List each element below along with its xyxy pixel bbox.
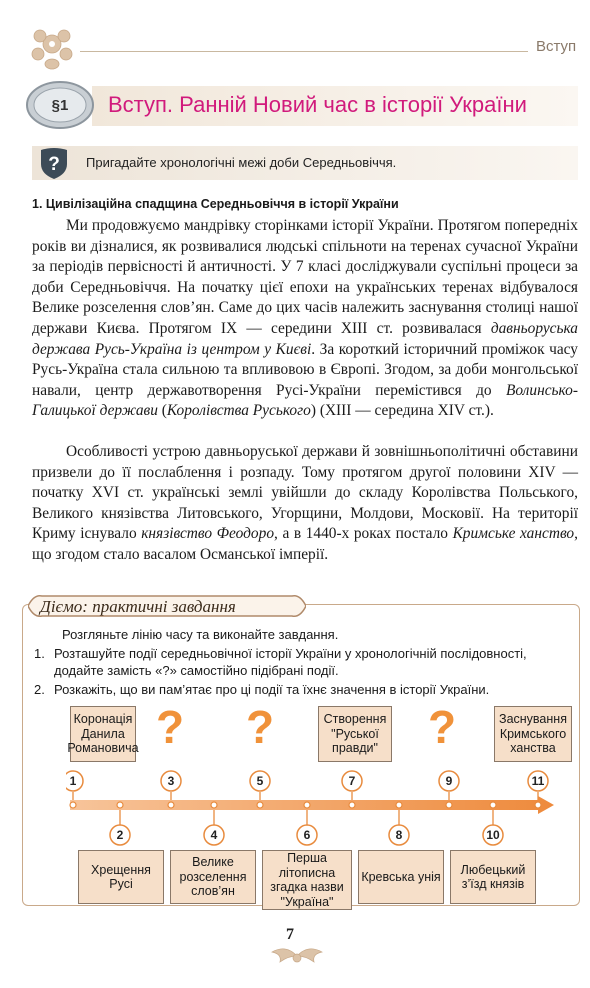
event-box-top-6: Заснування Кримського ханства xyxy=(494,706,572,762)
event-box-bottom-2: Хрещення Русі xyxy=(78,850,164,904)
timeline-number-2: 2 xyxy=(116,828,124,842)
timeline-number-11: 11 xyxy=(531,774,545,788)
unknown-event-1: ? xyxy=(156,701,185,753)
timeline-number-10: 10 xyxy=(486,828,500,842)
chapter-label: Вступ xyxy=(536,38,577,55)
floral-ornament-icon xyxy=(24,22,80,74)
task-2: 2. Розкажіть, що ви пам’ятає про ці події та їхнє значення в історії України. xyxy=(34,682,490,697)
timeline-number-6: 6 xyxy=(303,828,311,842)
header-divider xyxy=(80,51,528,52)
footer-ornament-icon xyxy=(262,942,332,970)
question-shield-icon xyxy=(38,146,70,180)
event-box-bottom-10: Любецький з’їзд князів xyxy=(450,850,536,904)
section-number: §1 xyxy=(51,96,69,114)
subsection-heading: 1. Цивілізаційна спадщина Середньовіччя в історії України xyxy=(32,197,399,211)
unknown-event-2: ? xyxy=(246,701,275,753)
timeline xyxy=(66,770,556,860)
svg-text:?: ? xyxy=(48,154,60,175)
section-badge xyxy=(24,80,96,130)
paragraph-2: Особливості устрою давньоруської держави й зовнішньополітичні обставини призвели до її послаблення і розпаду. Тому протягом другої половини XIV — початку XVI ст. українські землі увійшли до складу Королівства Польського, Великого князівства Литовського, Угорщини, Молдови, Московії. На території Криму існувало князівство Феодоро, а в 1440-х роках постало Кримське ханство, що згодом стало васалом Османської імперії. xyxy=(32,443,578,563)
timeline-arrow xyxy=(70,796,554,814)
question-text: Пригадайте хронологічні межі доби Середньовіччя. xyxy=(86,155,397,170)
event-box-top-1: Коронація Данила Романовича xyxy=(70,706,136,762)
event-box-bottom-4: Велике розселення слов’ян xyxy=(170,850,256,904)
timeline-number-9: 9 xyxy=(445,774,453,788)
activity-lead: Розгляньте лінію часу та виконайте завдання. xyxy=(62,627,339,642)
section-title: Вступ. Ранній Новий час в історії України xyxy=(108,92,527,117)
unknown-event-3: ? xyxy=(428,701,457,753)
timeline-number-7: 7 xyxy=(348,774,356,788)
event-box-top-4: Створення "Руської правди" xyxy=(318,706,392,762)
timeline-number-3: 3 xyxy=(167,774,175,788)
event-box-bottom-6: Перша літописна згадка назви "Україна" xyxy=(262,850,352,910)
task-1: 1. Розташуйте події середньовічної історії України у хронологічній послідовності, додайте замість «?» самостійно підібрані події. xyxy=(34,646,527,678)
page-number: 7 xyxy=(286,926,294,943)
timeline-number-5: 5 xyxy=(256,774,264,788)
activity-banner-text: Діємо: практичні завдання xyxy=(40,597,236,616)
event-box-bottom-8: Кревська унія xyxy=(358,850,444,904)
timeline-number-1: 1 xyxy=(69,774,77,788)
timeline-number-8: 8 xyxy=(395,828,403,842)
paragraph-1: Ми продовжуємо мандрівку сторінками історії України. Протягом попередніх років ви дізналися, як розвивалися людські спільноти на теренах сучасної України за періодів первісності й античності. У 7 класі досліджували суспільні процеси за доби Середньовіччя. На початку цієї епохи на українських теренах відбувалося Велике розселення слов’ян. Саме до цих часів належить заснування столиці нашої держави Києва. Протягом IX — середини XIII ст. розвивалася давньоруська держава Русь-Україна із центром у Києві. За короткий історичний проміжок часу Русь-Україна стала сильною та впливовою в Європі. Згодом, за доби монгольської навали, центр державотворення Русі-України перемістився до Волинсько-Галицької держави (Королівства Руського) (XIII — середина XIV ст.). xyxy=(32,217,578,420)
timeline-number-4: 4 xyxy=(210,828,218,842)
